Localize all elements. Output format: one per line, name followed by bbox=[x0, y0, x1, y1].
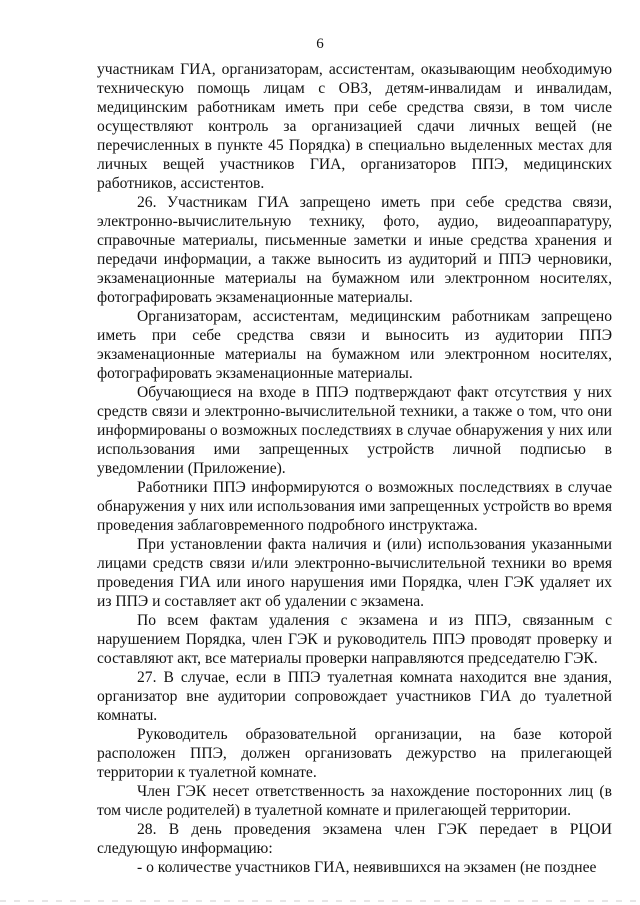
paragraph-staff-briefing: Работники ППЭ информируются о возможных последствиях в случае обнаружения у них или использования ими запрещенных устройств во время проведения заблаговременного подробного инструктажа. bbox=[97, 479, 612, 534]
paragraph-removal-inspection: По всем фактам удаления с экзамена и из ППЭ, связанным с нарушением Порядка, член ГЭК и руководитель ППЭ проводят проверку и составляют акт, все материалы проверки направляются председателю ГЭК. bbox=[97, 612, 612, 667]
paragraph-duty-organization: Руководитель образовательной организации, на базе которой расположен ППЭ, должен организовать дежурство на прилегающей территории к туалетной комнате. bbox=[97, 726, 612, 781]
paragraph-item-27: 27. В случае, если в ППЭ туалетная комната находится вне здания, организатор вне аудитории сопровождает участников ГИА до туалетной комнаты. bbox=[97, 669, 612, 724]
paragraph-list-item: - о количестве участников ГИА, неявившихся на экзамен (не позднее bbox=[137, 859, 597, 876]
paragraph-continuation: участникам ГИА, организаторам, ассистентам, оказывающим необходимую техническую помощь лицам с ОВЗ, детям-инвалидам и инвалидам, медицинским работникам иметь при себе средства связи, в том числе осуществляют контроль за организацией сдачи личных вещей (не перечисленных в пункте 45 Порядка) в специально выделенных местах для личных вещей участников ГИА, организаторов ППЭ, медицинских работников, ассистентов. bbox=[97, 61, 612, 192]
paragraph-item-26: 26. Участникам ГИА запрещено иметь при себе средства связи, электронно-вычислительную технику, фото, аудио, видеоаппаратуру, справочные материалы, письменные заметки и иные средства хранения и передачи информации, а также выносить из аудиторий и ППЭ черновики, экзаменационные материалы на бумажном или электронном носителях, фотографировать экзаменационные материалы. bbox=[97, 194, 612, 306]
paragraph-organizers-restrictions: Организаторам, ассистентам, медицинским работникам запрещено иметь при себе средства связи и выносить из аудитории ППЭ экзаменационные материалы на бумажном или электронном носителях, фотографировать экзаменационные материалы. bbox=[97, 308, 612, 382]
paragraph-students-confirmation: Обучающиеся на входе в ППЭ подтверждают факт отсутствия у них средств связи и электронно-вычислительной техники, а также о том, что они информированы о возможных последствиях в случае обнаружения у них или использования ими запрещенных устройств личной подписью в уведомлении (Приложение). bbox=[97, 384, 612, 477]
page-number: 6 bbox=[316, 36, 324, 52]
paragraph-item-28: 28. В день проведения экзамена член ГЭК передает в РЦОИ следующую информацию: bbox=[97, 821, 612, 857]
document-body bbox=[97, 60, 612, 877]
paragraph-gek-responsibility: Член ГЭК несет ответственность за нахождение посторонних лиц (в том числе родителей) в туалетной комнате и прилегающей территории. bbox=[97, 783, 612, 819]
scan-edge-mark bbox=[0, 900, 640, 902]
paragraph-violation-removal: При установлении факта наличия и (или) использования указанными лицами средств связи и/или электронно-вычислительной техники во время проведения ГИА или иного нарушения ими Порядка, член ГЭК удаляет их из ППЭ и составляет акт об удалении с экзамена. bbox=[97, 536, 612, 610]
